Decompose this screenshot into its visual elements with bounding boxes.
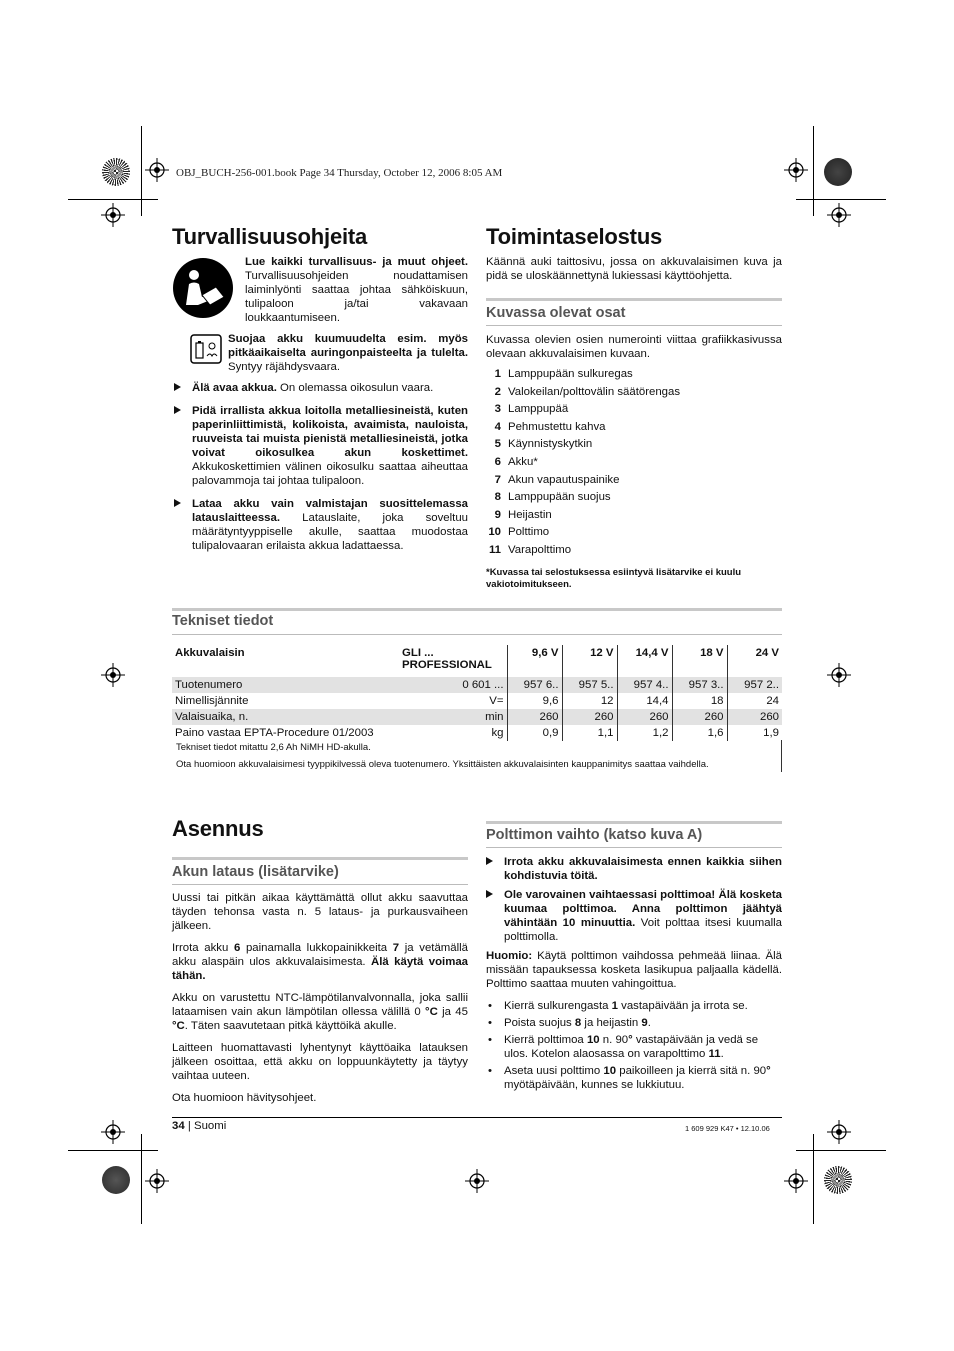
function-intro: Käännä auki taittosivu, jossa on akkuvalaisimen kuva ja pidä se uloskäännettynä lukiessasi käyttöohjetta. (486, 256, 782, 282)
header-cell: 24 V (727, 645, 782, 677)
tech-note-2: Ota huomioon akkuvalaisimesi tyyppikilvessä oleva tuotenumero. Yksittäisten akkuvalaisinten kauppanimitys saattaa vaihdella. (176, 759, 709, 770)
tech-note-1: Tekniset tiedot mitattu 2,6 Ah NiMH HD-akulla. (176, 742, 371, 753)
registration-mark-icon (101, 1120, 125, 1144)
registration-mark-icon (827, 203, 851, 227)
triangle-bullet-icon (486, 857, 493, 865)
list-item: • Poista suojus 8 ja heijastin 9. (486, 1016, 782, 1030)
crop-mark (141, 1134, 142, 1224)
parts-intro: Kuvassa olevien osien numerointi viittaa grafiikkasivussa olevaan akkuvalaisimen kuvaan. (486, 334, 782, 360)
section-rule (172, 884, 468, 885)
crop-mark (796, 1150, 886, 1151)
bulb-change-text: Irrota akku akkuvalaisimesta ennen kaikkia siihen kohdistuvia töitä. Ole varovainen vaihtaessasi polttimoa! Älä kosketa kuumaa polttimoa. Anna polttimon jäähtyä vähintään 10 minuuttia. Voit polttaa itsesi kuumalla polttimolla. Huomio: Käytä polttimon vaihdossa pehmeää liinaa. Älä missään tapauksessa kosketa lasikupua paljaalla kädellä. Polttimo saattaa muuten vahingoittua. • Kierrä sulkurengasta 1 vastapäivään ja irrota se. • Poista suojus 8 ja heijastin 9. • Kierrä polttimoa 10 n. 90° vastapäivään ja vedä se ulos. Kotelon alaosassa on varapolttimo 11. • Aseta uusi polttimo 10 paikoilleen ja kierrä sitä n. 90° myötäpäivään, kunnes se lukkiutuu. (486, 855, 782, 1095)
list-item: 11 Varapolttimo (488, 543, 572, 556)
section-title-install: Asennus (172, 816, 264, 841)
parts-heading: Kuvassa olevat osat (486, 305, 626, 321)
list-item: 7 Akun vapautuspainike (494, 473, 620, 486)
install-text: Uussi tai pitkän aikaa käyttämättä ollut akku saavuttaa täyden tehonsa vasta n. 5 lataus- ja purkausvaiheen jälkeen. Irrota akku 6 painamalla lukkopainikkeita 7 ja vetämällä akku alaspäin ulos akkuvalaisimesta. Älä käytä voimaa tähän. Akku on varustettu NTC-lämpötilanvalvonnalla, joka sallii lataamisen vain akun lämpötilan ollessa välillä 0 °C ja 45 °C. Täten saavutetaan pitkä käyttöikä akulle. Laitteen huomattavasti lyhentynyt käyttöaika latauksen jälkeen osoittaa, että akku on loppuunkäytetty ja täytyy vaihtaa uuteen. Ota huomioon hävitysohjeet. (172, 892, 469, 1104)
header-cell: 9,6 V (507, 645, 562, 677)
bulb-change-heading: Polttimon vaihto (katso kuva A) (486, 827, 703, 843)
list-item: 2 Valokeilan/polttovälin säätörengas (494, 385, 681, 398)
registration-mark-icon (101, 663, 125, 687)
section-rule (486, 298, 782, 301)
table-row: Nimellisjännite V= 9,6 12 14,4 18 24 (172, 693, 782, 709)
registration-mark-icon (784, 1169, 808, 1193)
list-item: 8 Lamppupään suojus (494, 491, 611, 504)
triangle-bullet-icon (174, 406, 181, 414)
list-item: • Aseta uusi polttimo 10 paikoilleen ja kierrä sitä n. 90° myötäpäivään, kunnes se lukkiutuu. (486, 1064, 782, 1092)
list-item: 3 Lamppupää (494, 403, 569, 416)
list-item: 6 Akku* (494, 455, 538, 468)
bullet-item: Pidä irrallista akkua loitolla metalliesineistä, kuten paperinliittimistä, kolikoista, avaimista, nauloista, ruuveista tai muista pienistä metalliesineistä, jotka voivat oikosulkea akun koskettimet. Akkukoskettimien välinen oikosulku saattaa aiheuttaa palovammoja tai johtaa tulipaloon. (174, 404, 468, 488)
list-item: 1 Lamppupään sulkuregas (494, 368, 633, 380)
header-cell: GLI ... PROFESSIONAL (402, 647, 492, 671)
section-title-function: Toimintaselostus (486, 224, 663, 249)
table-header-row (172, 645, 782, 677)
list-item: 10 Polttimo (488, 526, 550, 539)
crop-mark (813, 1134, 814, 1224)
list-item: • Kierrä sulkurengasta 1 vastapäivään ja irrota se. (486, 999, 782, 1013)
registration-mark-icon (784, 158, 808, 182)
read-manual-icon (172, 257, 234, 319)
page-footer: 34 | Suomi (172, 1120, 227, 1132)
file-header: OBJ_BUCH-256-001.book Page 34 Thursday, October 12, 2006 8:05 AM (176, 167, 503, 179)
color-wheel-icon (824, 1166, 852, 1194)
list-item: 5 Käynnistyskytkin (494, 438, 593, 451)
header-cell: 18 V (672, 645, 727, 677)
section-rule (172, 857, 468, 860)
bullet-item: Ole varovainen vaihtaessasi polttimoa! Älä kosketa kuumaa polttimoa. Anna polttimon jäähtyä vähintään 10 minuuttia. Voit polttaa itsesi kuumalla polttimolla. (486, 888, 782, 944)
registration-mark-icon (827, 663, 851, 687)
color-wheel-icon (102, 158, 130, 186)
section-title-safety: Turvallisuusohjeita (172, 224, 368, 249)
section-rule (172, 634, 782, 635)
crop-mark (796, 199, 886, 200)
registration-mark-icon (145, 1169, 169, 1193)
table-row: Tuotenumero 0 601 ... 957 6.. 957 5.. 957 4.. 957 3.. 957 2.. (172, 677, 782, 693)
crop-mark (813, 126, 814, 216)
language-label: Suomi (193, 1120, 227, 1132)
crop-mark (141, 126, 142, 216)
table-row: Valaisuaika, n. min 260 260 260 260 260 (172, 709, 782, 725)
header-cell: 12 V (562, 645, 617, 677)
header-cell: Akkuvalaisin (175, 647, 245, 659)
table-border (781, 740, 782, 772)
bullet-item: Irrota akku akkuvalaisimesta ennen kaikkia siihen kohdistuvia töitä. (486, 855, 782, 883)
list-item: 9 Heijastin (494, 508, 552, 521)
parts-list (479, 366, 680, 560)
crop-mark (68, 1150, 158, 1151)
registration-mark-icon (101, 203, 125, 227)
header-cell: 14,4 V (617, 645, 672, 677)
table-row: Paino vastaa EPTA-Procedure 01/2003 kg 0,9 1,1 1,2 1,6 1,9 (172, 725, 782, 741)
list-item: 4 Pehmustettu kahva (494, 420, 606, 433)
section-rule (486, 847, 782, 848)
triangle-bullet-icon (174, 383, 181, 391)
section-rule (486, 325, 782, 326)
safety-intro-paragraph: Lue kaikki turvallisuus- ja muut ohjeet. Turvallisuusohjeiden noudattamisen laiminlyönti saattaa johtaa sähköiskuun, tulipaloon ja/tai vakavaan loukkaantumiseen. (245, 256, 468, 324)
triangle-bullet-icon (174, 499, 181, 507)
gray-target-icon (102, 1166, 130, 1194)
section-rule (486, 821, 782, 824)
section-rule (172, 608, 782, 611)
triangle-bullet-icon (486, 890, 493, 898)
crop-mark (68, 199, 158, 200)
battery-heat-warning-icon (190, 334, 222, 364)
battery-charge-heading: Akun lataus (lisätarvike) (172, 864, 339, 880)
tech-data-table (172, 645, 782, 741)
bullet-item: Älä avaa akkua. On olemassa oikosulun vaara. (174, 381, 468, 395)
safety-bullets (174, 381, 468, 562)
document-code: 1 609 929 K47 • 12.10.06 (685, 1124, 770, 1133)
page-number: 34 (172, 1120, 185, 1132)
list-item: • Kierrä polttimoa 10 n. 90° vastapäivään ja vedä se ulos. Kotelon alaosassa on varapolttimo 11. (486, 1033, 782, 1061)
accessory-footnote: *Kuvassa tai selostuksessa esiintyvä lisätarvike ei kuulu vakiotoimitukseen. (486, 567, 742, 590)
footer-rule (172, 1117, 782, 1118)
registration-mark-icon (827, 1120, 851, 1144)
registration-mark-icon (145, 158, 169, 182)
bullet-item: Lataa akku vain valmistajan suosittelemassa latauslaitteessa. Latauslaite, joka soveltuu määrätyntyyppiselle akulle, saattaa muodostaa tulipalovaaran erilaista akkua ladattaessa. (174, 497, 468, 553)
tech-data-heading: Tekniset tiedot (172, 613, 274, 629)
registration-mark-icon (465, 1169, 489, 1193)
heat-warning-paragraph: Suojaa akku kuumuudelta esim. myös pitkäaikaiselta auringonpaisteelta ja tulelta. Syntyy räjähdysvaara. (228, 333, 468, 373)
gray-target-icon (824, 158, 852, 186)
